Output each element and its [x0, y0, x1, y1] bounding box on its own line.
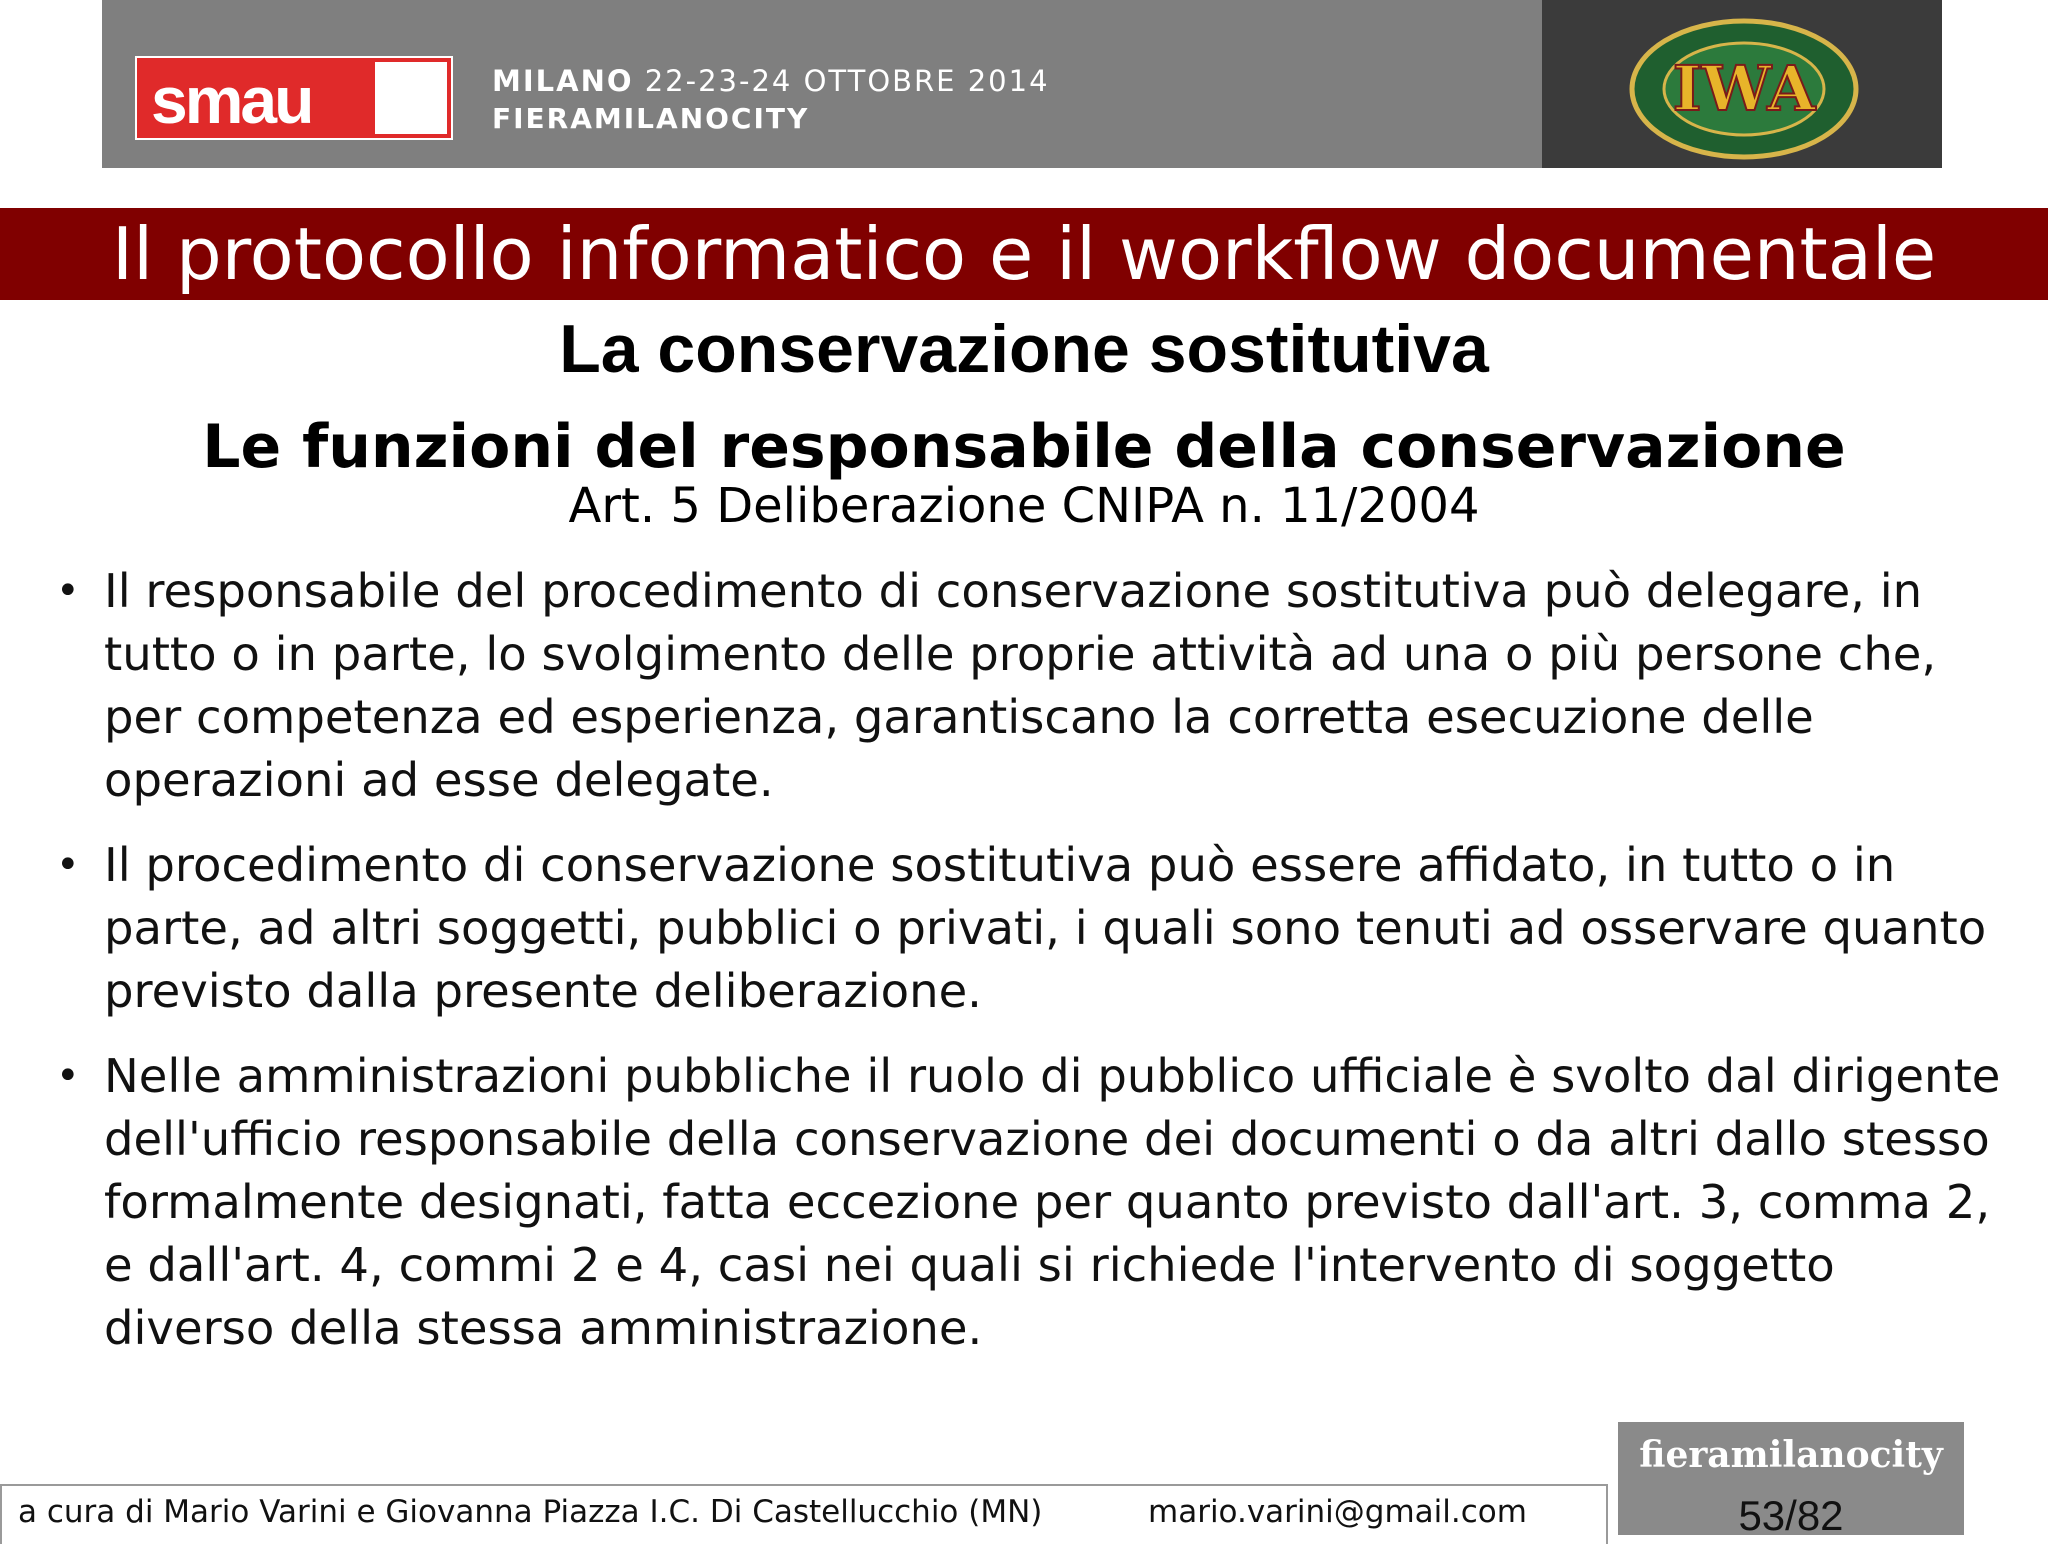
slide-title: Il protocollo informatico e il workflow documentale	[111, 212, 1937, 296]
section-title: Le funzioni del responsabile della conservazione	[202, 412, 1846, 482]
event-dates: 22-23-24 OTTOBRE 2014	[644, 64, 1050, 98]
iwa-logo	[1628, 18, 1860, 160]
bullet-text: Nelle amministrazioni pubbliche il ruolo di pubblico ufficiale è svolto dal dirigente dell'ufficio responsabile della conservazione dei documenti o da altri dallo stesso formalmente designati, fatta eccezione per quanto previsto dall'art. 3, comma 2, e dall'art. 4, commi 2 e 4, casi nei quali si richiede l'intervento di soggetto diverso della stessa amministrazione.	[104, 1049, 2001, 1355]
page-number: 53/82	[1738, 1492, 1844, 1539]
bullet-icon: •	[56, 842, 80, 888]
legal-reference: Art. 5 Deliberazione CNIPA n. 11/2004	[568, 478, 1480, 534]
iwa-logo-letters: IWA	[1672, 52, 1816, 125]
smau-logo-text: smau	[151, 63, 312, 137]
bullet-item	[52, 834, 2012, 1023]
smau-logo-box	[375, 62, 447, 134]
bullet-list	[52, 560, 2012, 1382]
footer-authors: a cura di Mario Varini e Giovanna Piazza I.C. Di Castellucchio (MN)	[18, 1494, 1043, 1530]
bullet-item	[52, 560, 2012, 812]
bullet-text: Il procedimento di conservazione sostitutiva può essere affidato, in tutto o in parte, ad altri soggetti, pubblici o privati, i quali sono tenuti ad osservare quanto previsto dalla presente deliberazione.	[104, 838, 1987, 1018]
event-info	[492, 64, 1050, 98]
footer-email: mario.varini@gmail.com	[1148, 1494, 1527, 1530]
smau-logo	[135, 56, 453, 140]
footer-brand: fieramilanocity	[1639, 1434, 1943, 1476]
bullet-item	[52, 1045, 2012, 1360]
bullet-icon: •	[56, 568, 80, 614]
bullet-text: Il responsabile del procedimento di conservazione sostitutiva può delegare, in tutto o in parte, lo svolgimento delle proprie attività ad una o più persone che, per competenza ed esperienza, garantiscano la corretta esecuzione delle operazioni ad esse delegate.	[104, 564, 1937, 807]
bullet-icon: •	[56, 1053, 80, 1099]
event-city: MILANO	[492, 64, 634, 98]
event-venue: FIERAMILANOCITY	[492, 102, 810, 135]
slide-subtitle: La conservazione sostitutiva	[559, 311, 1489, 387]
